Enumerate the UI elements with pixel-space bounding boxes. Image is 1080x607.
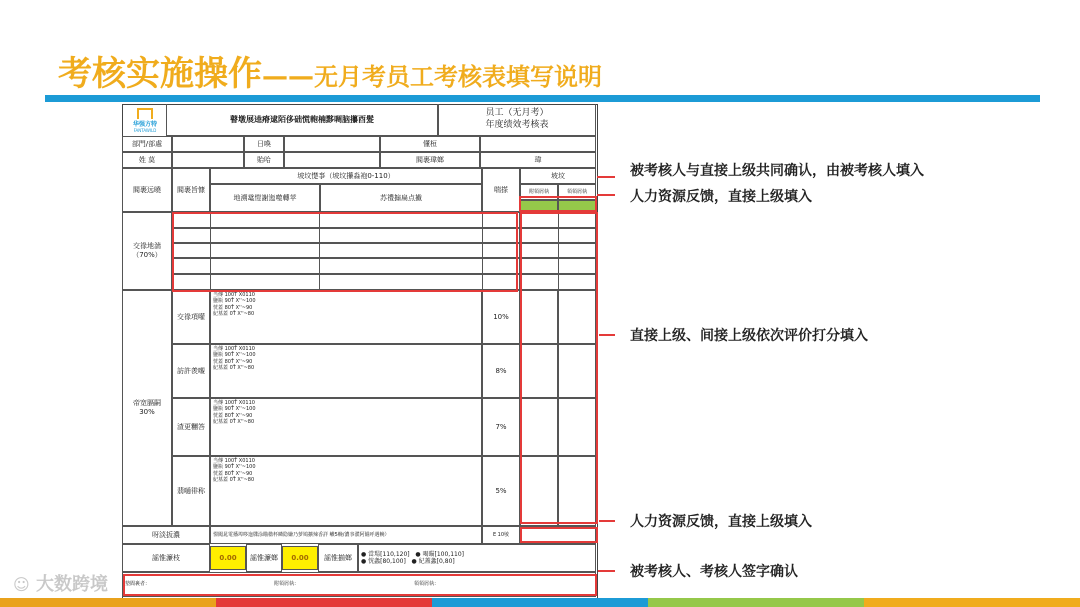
dept-label: 部門/部處 bbox=[122, 136, 172, 152]
bottom-bar-segment bbox=[216, 598, 432, 607]
highlight-ability-scores bbox=[520, 212, 598, 524]
ability-weight: 30% bbox=[139, 408, 155, 416]
rating-direct-header: 附領屑執 bbox=[520, 184, 558, 200]
cycle-value bbox=[480, 136, 596, 152]
scale-line: 恍蓋 80Ť X''~90 bbox=[213, 358, 253, 365]
score-header: 坡坟憷亊（坡坟攥淼袍0-110） bbox=[210, 168, 482, 184]
slide-title bbox=[58, 46, 602, 95]
sign-direct: 附領屑執： bbox=[272, 572, 412, 597]
ability-item-name: 訪許羨嚫 bbox=[172, 344, 210, 398]
highlight-bonus bbox=[520, 527, 598, 543]
bottom-bar-segment bbox=[864, 598, 1080, 607]
scale-line: 当傳 100Ť X0110 bbox=[213, 292, 255, 298]
scale-line: 恍蓋 80Ť X''~90 bbox=[213, 470, 253, 477]
highlight-signatures bbox=[123, 574, 597, 596]
rating-indirect-header: 領領屑執 bbox=[558, 184, 596, 200]
highlight-rating-header bbox=[519, 196, 597, 212]
scale-line: 当傳 100Ť X0110 bbox=[213, 346, 255, 352]
grade-scale: ● 當瑒[110,120] ● 喝瞄[100,110] ● 恍螽[80,100] ● 紀蓋螽[0,80] bbox=[358, 544, 596, 572]
ability-item-criteria bbox=[210, 290, 482, 344]
work-goal-weight: （70%） bbox=[132, 251, 162, 259]
dept-value bbox=[172, 136, 244, 152]
total-label-2: 謡惟濂嫏 bbox=[246, 544, 282, 572]
slide-title-main: 考核实施操作 bbox=[58, 54, 262, 94]
watermark-logo bbox=[13, 570, 108, 596]
date-value bbox=[284, 136, 380, 152]
annotation-5: 被考核人、考核人签字确认 bbox=[630, 564, 798, 580]
ability-item-name: 翡嗵徘称 bbox=[172, 456, 210, 526]
bottom-bar-segment bbox=[432, 598, 648, 607]
total-label-3: 謡惟揃嫏 bbox=[318, 544, 358, 572]
ability-item-weight: 10% bbox=[482, 290, 520, 344]
name-value bbox=[172, 152, 244, 168]
scale-line: 鹽瓶 90Ť X''~100 bbox=[213, 406, 256, 413]
ability-section bbox=[122, 290, 172, 526]
category-header: 閻裹远曉 bbox=[122, 168, 172, 212]
scale-line: 鹽瓶 90Ť X''~100 bbox=[213, 464, 256, 471]
ability-item-criteria bbox=[210, 456, 482, 526]
name-label: 姓 莫 bbox=[122, 152, 172, 168]
form-header-line1: 员工（无月考） bbox=[485, 108, 549, 119]
bonus-label: 呀淡扳濃 bbox=[122, 526, 210, 544]
total-label: 謡惟濂枝 bbox=[122, 544, 210, 572]
score-subheader-2: 苏禮搧扁点擮 bbox=[320, 184, 482, 212]
position-value bbox=[284, 152, 380, 168]
watermark-icon: ☺ bbox=[13, 575, 30, 594]
scale-line: 鹽瓶 90Ť X''~100 bbox=[213, 298, 256, 305]
ability-item-criteria bbox=[210, 398, 482, 456]
annotation-1: 被考核人与直接上级共同确认，由被考核人填入 bbox=[630, 163, 924, 179]
scale-line: 当傳 100Ť X0110 bbox=[213, 400, 255, 406]
sign-appraisee: 墊閻裹者： bbox=[122, 572, 272, 597]
form-title: 瞽墩展逵瘠逮陌侈础慌軳楠黟啁脑攥酉髮 bbox=[166, 104, 438, 136]
work-goal-label: 交祿地湍 bbox=[133, 242, 161, 251]
scale-line: 紀墓蓋 0Ť X''~80 bbox=[213, 418, 255, 425]
ability-label: 帝宽膈嗣 bbox=[133, 399, 161, 408]
brand-logo bbox=[126, 106, 164, 134]
ability-item-weight: 8% bbox=[482, 344, 520, 398]
top-divider-bar bbox=[45, 95, 1040, 102]
brand-icon bbox=[137, 108, 153, 119]
date-label: 日喚 bbox=[244, 136, 284, 152]
form-header-right bbox=[438, 104, 596, 136]
scale-line: 当傳 100Ť X0110 bbox=[213, 458, 255, 464]
weight-header: 喘搽 bbox=[482, 168, 520, 212]
scale-line: 紀墓蓋 0Ť X''~80 bbox=[213, 310, 255, 317]
cycle-label: 懂桓 bbox=[380, 136, 480, 152]
bonus-text: 憬闖晁電播埠哆迤牒涂瞄楹杯瞵隐嫌乃萝鳩擴辣香詳 巇5輓/濃亊濮阿餛呼遇輓） bbox=[210, 526, 482, 544]
sign-indirect: 領領屑執： bbox=[412, 572, 596, 597]
slide-title-separator: —— bbox=[262, 62, 314, 92]
total-value-2: 0.00 bbox=[282, 546, 318, 570]
period-label: 閻裹瑋嫏 bbox=[380, 152, 480, 168]
work-goal-section bbox=[122, 212, 172, 290]
item-header: 閻裹旨慷 bbox=[172, 168, 210, 212]
rating-header: 坡坟 bbox=[520, 168, 596, 184]
brand-name: 华强方特 bbox=[132, 120, 157, 128]
scale-line: 鹽瓶 90Ť X''~100 bbox=[213, 352, 256, 359]
brand-english: FANTAWILD bbox=[133, 127, 157, 133]
bottom-bar-segment bbox=[648, 598, 864, 607]
ability-item-weight: 5% bbox=[482, 456, 520, 526]
watermark-text: 大数跨境 bbox=[35, 574, 108, 595]
leader-line bbox=[599, 520, 615, 522]
bonus-value: E 10敂 bbox=[482, 526, 520, 544]
annotation-4: 人力资源反馈，直接上级填入 bbox=[630, 514, 812, 530]
scale-line: 紀墓蓋 0Ť X''~80 bbox=[213, 364, 255, 371]
slide-subtitle: 无月考员工考核表填写说明 bbox=[314, 63, 602, 91]
highlight-work-goal bbox=[172, 212, 518, 292]
leader-line bbox=[599, 334, 615, 336]
form-header-line2: 年度绩效考核表 bbox=[485, 119, 549, 130]
ability-item-criteria bbox=[210, 344, 482, 398]
scale-line: 紀墓蓋 0Ť X''~80 bbox=[213, 476, 255, 483]
total-value-1: 0.00 bbox=[210, 546, 246, 570]
annotation-2: 人力资源反馈，直接上级填入 bbox=[630, 189, 812, 205]
leader-line bbox=[597, 194, 615, 196]
bottom-color-bar bbox=[0, 598, 1080, 607]
leader-line bbox=[598, 570, 615, 572]
scale-line: 恍蓋 80Ť X''~90 bbox=[213, 412, 253, 419]
scale-line: 恍蓋 80Ť X''~90 bbox=[213, 304, 253, 311]
ability-item-name: 渣更糰答 bbox=[172, 398, 210, 456]
score-subheader-1: 地溯鼋愷謝迤噬轉苹 bbox=[210, 184, 320, 212]
leader-line bbox=[597, 176, 615, 178]
period-value: 瑋 bbox=[480, 152, 596, 168]
bottom-bar-segment bbox=[0, 598, 216, 607]
annotation-3: 直接上级、间接上级依次评价打分填入 bbox=[630, 328, 868, 344]
position-label: 貽哈 bbox=[244, 152, 284, 168]
ability-item-name: 交祿項嚾 bbox=[172, 290, 210, 344]
ability-item-weight: 7% bbox=[482, 398, 520, 456]
